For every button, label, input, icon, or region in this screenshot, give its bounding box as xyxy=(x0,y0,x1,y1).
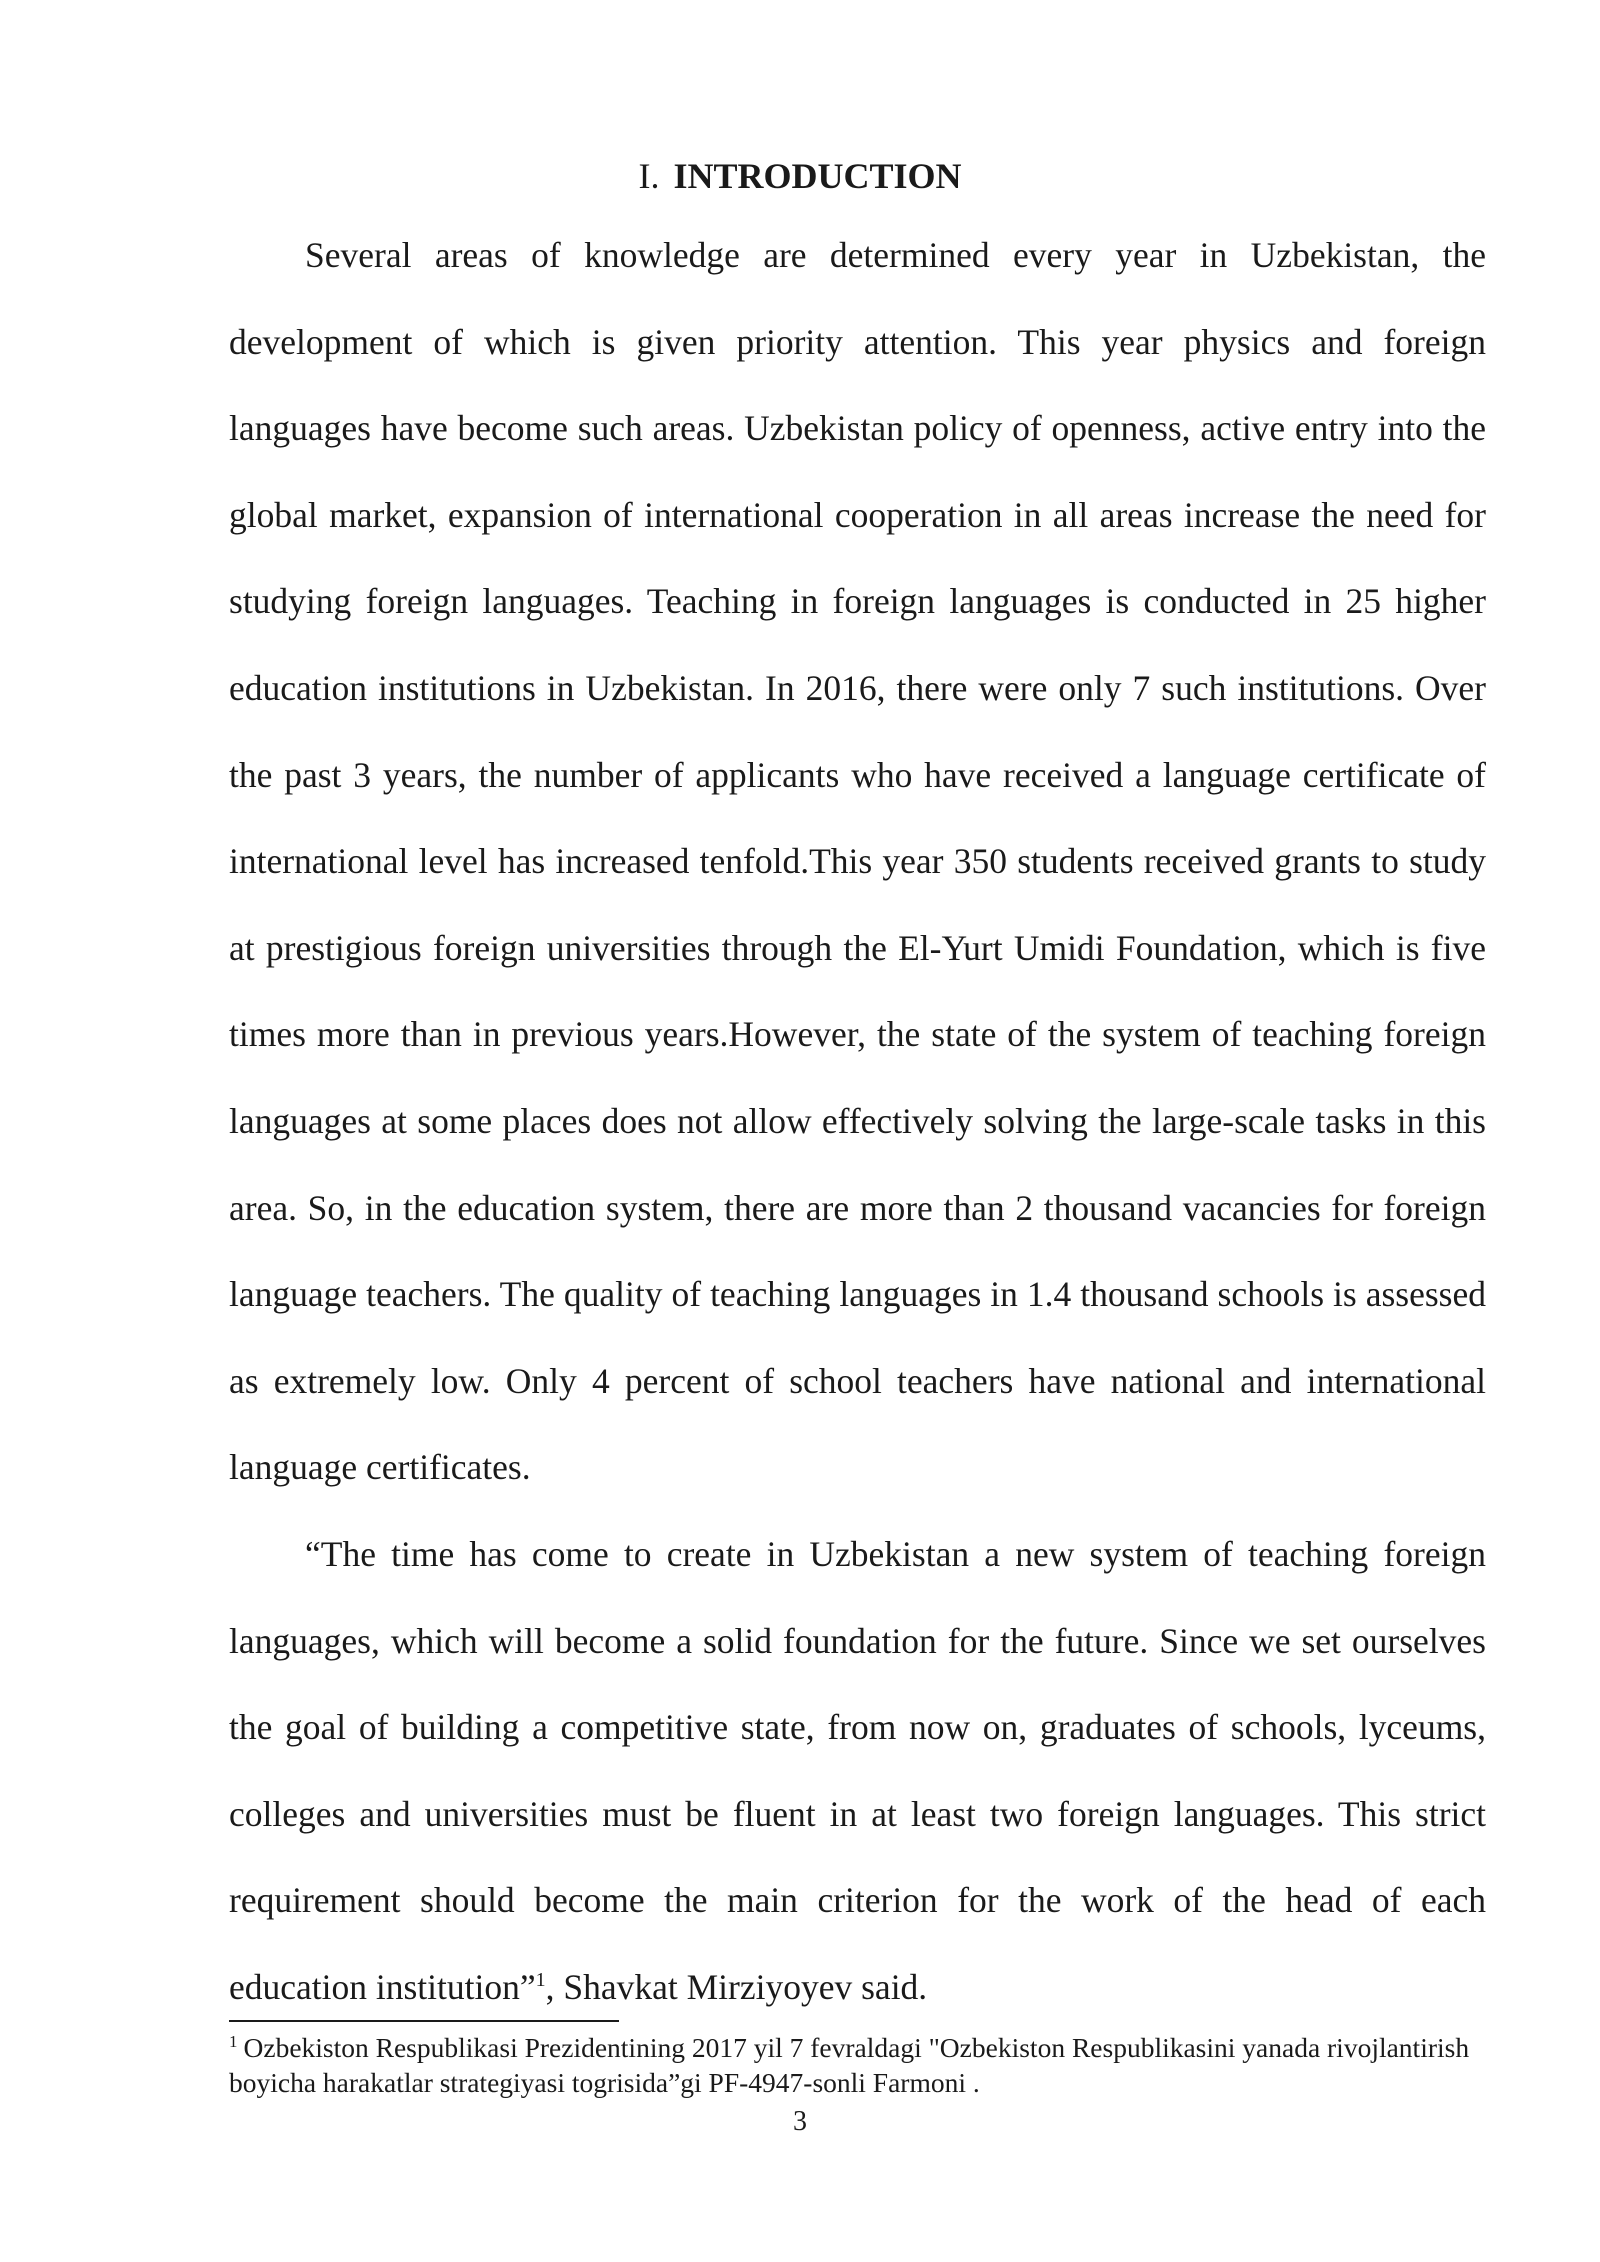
footnote-marker: 1 xyxy=(229,2031,238,2051)
section-title: INTRODUCTION xyxy=(673,156,962,196)
footnote-separator xyxy=(229,2020,619,2022)
section-number: I. xyxy=(638,156,660,196)
quote-text: “The time has come to create in Uzbekistan a new system of teaching foreign languages, which will become a solid foundation for the future. Since we set ourselves the goal of building a competitive state, from now on, graduates of schools, lyceums, colleges and universities must be fluent in at least two foreign languages. This strict requirement should become the main criterion for the work of the head of each education institution” xyxy=(229,1533,1486,2007)
footnote-text: Ozbekiston Respublikasi Prezidentining 2017 yil 7 fevraldagi "Ozbekiston Respublikasini yanada rivojlantirish boyicha harakatlar strategiyasi togrisida”gi PF-4947-sonli Farmoni . xyxy=(229,2032,1470,2098)
paragraph-intro: Several areas of knowledge are determined every year in Uzbekistan, the development of which is given priority attention. This year physics and foreign languages have become such areas. Uzbekistan policy of openness, active entry into the global market, expansion of international cooperation in all areas increase the need for studying foreign languages. Teaching in foreign languages is conducted in 25 higher education institutions in Uzbekistan. In 2016, there were only 7 such institutions. Over the past 3 years, the number of applicants who have received a language certificate of international level has increased tenfold.This year 350 students received grants to study at prestigious foreign universities through the El-Yurt Umidi Foundation, which is five times more than in previous years.However, the state of the system of teaching foreign languages at some places does not allow effectively solving the large-scale tasks in this area. So, in the education system, there are more than 2 thousand vacancies for foreign language teachers. The quality of teaching languages in 1.4 thousand schools is assessed as extremely low. Only 4 percent of school teachers have national and international language certificates. xyxy=(229,235,1486,1488)
section-heading xyxy=(0,150,1600,202)
footnote-reference[interactable]: 1 xyxy=(535,1969,546,1992)
paragraph-quote xyxy=(229,1511,1486,2031)
footnote xyxy=(229,2030,1486,2100)
body-text xyxy=(229,212,1486,2030)
quote-attribution: , Shavkat Mirziyoyev said. xyxy=(545,1966,928,2007)
page-number: 3 xyxy=(793,2106,807,2137)
